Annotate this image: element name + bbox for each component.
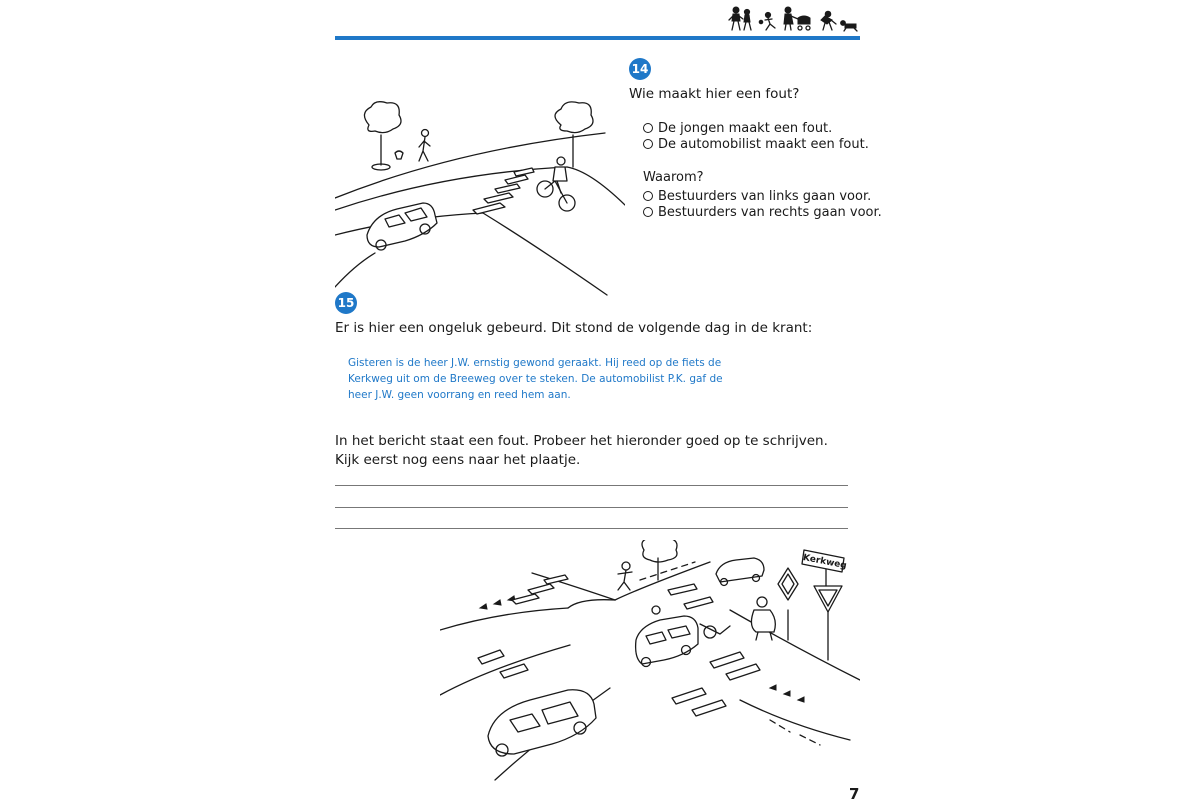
question-14-badge: 14 [629,58,651,80]
option-driver-mistake[interactable] [643,136,869,152]
radio-button[interactable] [643,123,653,133]
question-15-badge: 15 [335,292,357,314]
newspaper-line: heer J.W. geen voorrang en reed hem aan. [348,389,571,401]
question-15-intro: Er is hier een ongeluk gebeurd. Dit stond de volgende dag in de krant: [335,320,813,336]
accident-intersection-illustration [440,540,860,785]
option-label: De jongen maakt een fout. [658,120,833,136]
newspaper-line: Gisteren is de heer J.W. ernstig gewond geraakt. Hij reed op de fiets de [348,357,722,369]
instruction-line: In het bericht staat een fout. Probeer het hieronder goed op te schrijven. [335,433,828,449]
street-sign-label: Kerkweg [802,553,848,572]
instruction-line: Kijk eerst nog eens naar het plaatje. [335,452,581,468]
answer-line-1[interactable] [335,485,848,486]
option-boy-mistake[interactable] [643,120,869,136]
option-label: Bestuurders van links gaan voor. [658,188,872,204]
page-number: 7 [849,785,860,803]
option-right-priority[interactable] [643,204,882,220]
question-14-options [643,120,869,152]
question-14-text: Wie maakt hier een fout? [629,86,800,102]
option-label: Bestuurders van rechts gaan voor. [658,204,882,220]
instruction-text [335,432,828,470]
radio-button[interactable] [643,207,653,217]
answer-line-2[interactable] [335,507,848,508]
q14-illustration [335,95,625,300]
newspaper-text [348,355,748,403]
newspaper-line: Kerkweg uit om de Breeweg over te steken. De automobilist P.K. gaf de [348,373,723,385]
option-left-priority[interactable] [643,188,882,204]
why-label: Waarom? [643,170,704,185]
answer-line-3[interactable] [335,528,848,529]
header-figures-illustration [728,6,862,32]
radio-button[interactable] [643,139,653,149]
option-label: De automobilist maakt een fout. [658,136,869,152]
header-rule [335,36,860,40]
why-options [643,188,882,220]
radio-button[interactable] [643,191,653,201]
